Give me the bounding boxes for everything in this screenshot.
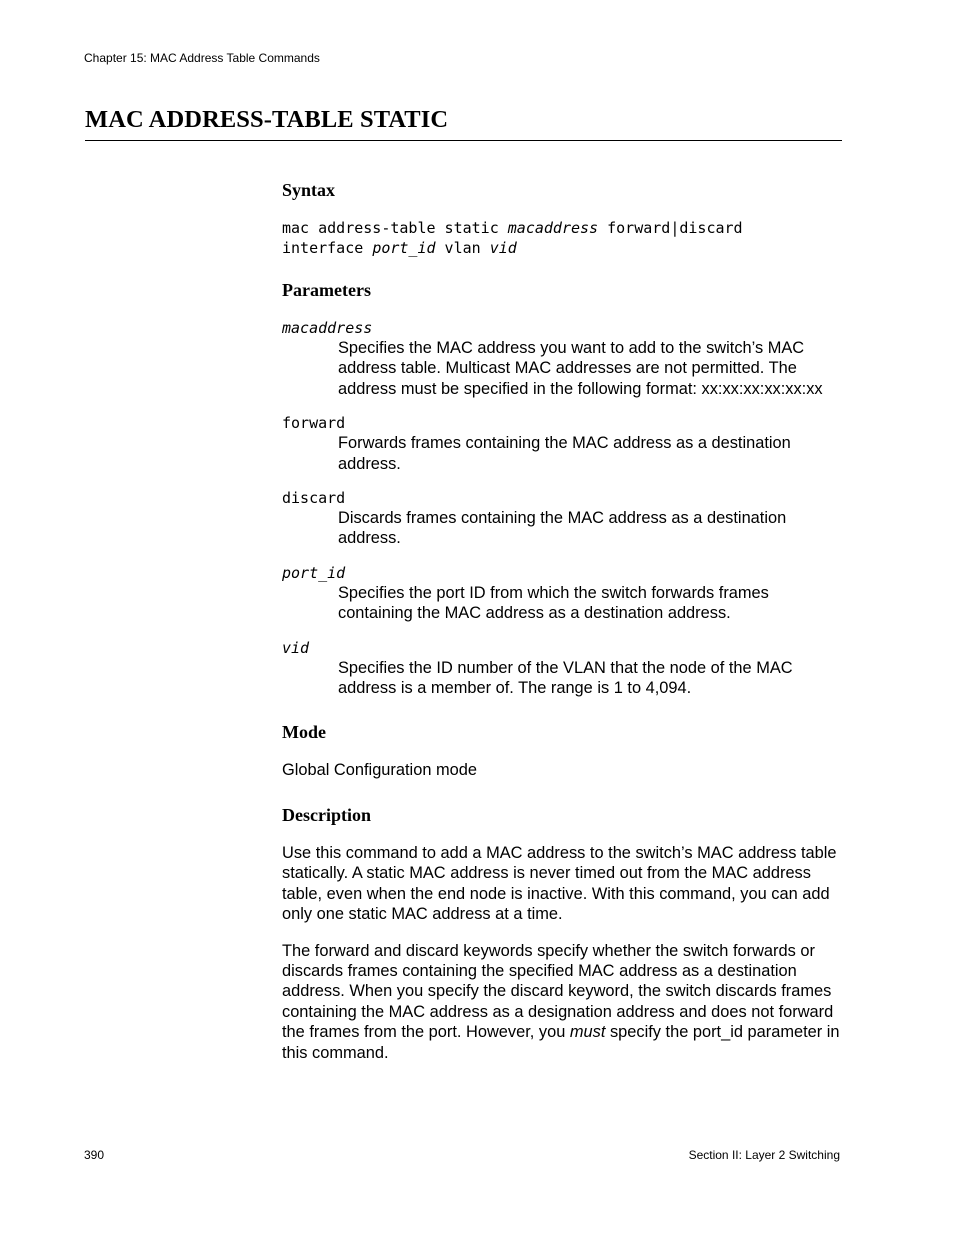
- param-name: macaddress: [282, 319, 373, 337]
- syntax-arg-vid: vid: [489, 239, 517, 257]
- param-description: Forwards frames containing the MAC address as a destination address.: [338, 434, 791, 473]
- paragraph-text: specify the port_id parameter in this command.: [282, 1023, 840, 1062]
- syntax-heading: Syntax: [282, 180, 336, 200]
- description-paragraph-2: [282, 941, 847, 1063]
- syntax-cmd-2: interface: [282, 239, 373, 257]
- param-name: port_id: [282, 563, 346, 582]
- page-title: MAC ADDRESS-TABLE STATIC: [85, 106, 449, 133]
- syntax-arg-macaddress: macaddress: [507, 219, 599, 237]
- running-header: Chapter 15: MAC Address Table Commands: [84, 51, 320, 65]
- param-port-id: [282, 563, 847, 624]
- description-paragraph-1: Use this command to add a MAC address to the switch’s MAC address table statically. A static MAC address is never timed out from the MAC address table, even when the end node is inactive. With this command, you can add only one static MAC address at a time.: [282, 843, 837, 924]
- param-macaddress: [282, 318, 847, 399]
- syntax-mid-2: vlan: [435, 239, 490, 257]
- running-footer-section: Section II: Layer 2 Switching: [688, 1148, 840, 1162]
- param-name: vid: [282, 638, 310, 657]
- syntax-cmd-1: mac address-table static: [282, 219, 508, 237]
- mode-heading: Mode: [282, 722, 326, 743]
- param-forward: [282, 413, 847, 474]
- param-description: Discards frames containing the MAC address as a destination address.: [338, 509, 787, 548]
- title-rule: [85, 140, 842, 141]
- content-column: [282, 178, 847, 1079]
- syntax-arg-port-id: port_id: [372, 239, 436, 257]
- description-heading: Description: [282, 804, 371, 825]
- syntax-code: [282, 218, 847, 258]
- param-description: Specifies the ID number of the VLAN that the node of the MAC address is a member of. The range is 1 to 4,094.: [338, 658, 793, 698]
- param-name: discard: [282, 489, 346, 508]
- param-description: Specifies the port ID from which the switch forwards frames containing the MAC address as a destination address.: [338, 583, 769, 623]
- param-description: Specifies the MAC address you want to add to the switch’s MAC address table. Multicast MAC addresses are not permitted. The address must be specified in the following format: xx:xx:xx:xx:xx:xx: [338, 339, 823, 398]
- param-name: forward: [282, 414, 346, 433]
- param-vid: [282, 638, 847, 699]
- paragraph-text: The forward and discard keywords specify whether the switch forwards or discards frames containing the specified MAC address as a destination address. When you specify the discard keyword, the switch discards frames containing the MAC address as a designation address and does not forward the frames from the port. However, you: [282, 941, 834, 1042]
- emphasis-must: must: [569, 1023, 606, 1042]
- parameters-heading: Parameters: [282, 280, 371, 300]
- mode-text: Global Configuration mode: [282, 761, 477, 780]
- page-number: 390: [84, 1148, 105, 1162]
- param-discard: [282, 488, 847, 549]
- syntax-rest-1: forward|discard: [598, 219, 743, 237]
